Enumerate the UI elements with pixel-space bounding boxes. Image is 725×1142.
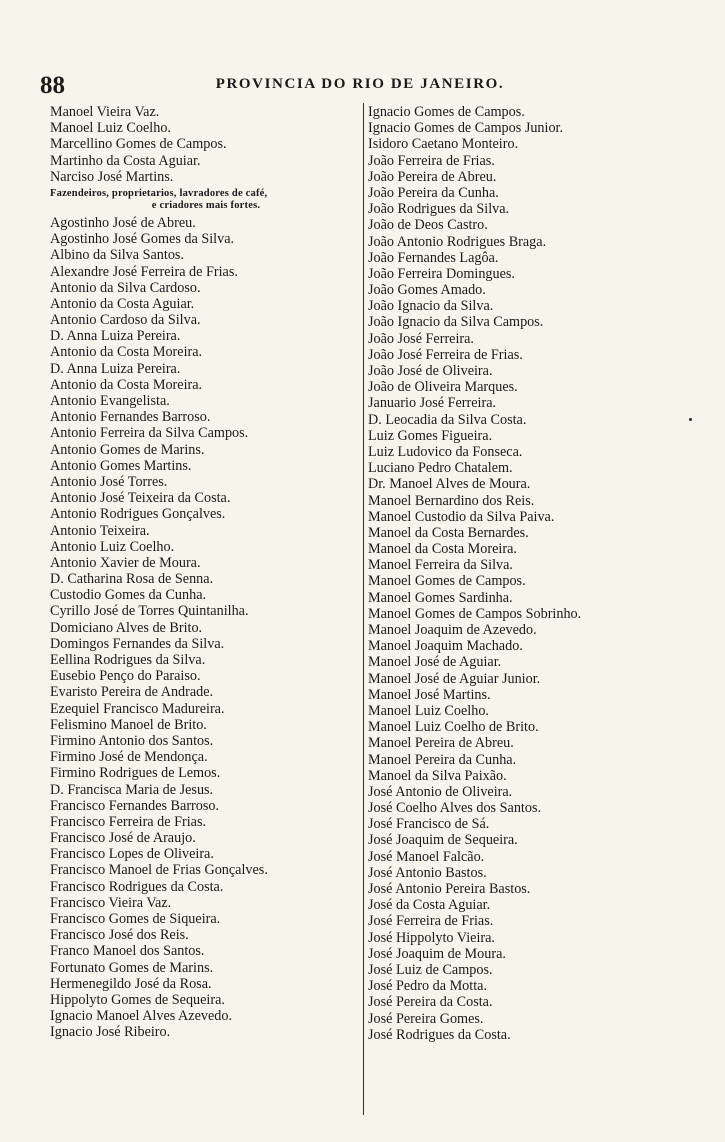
list-entry: José Antonio Bastos. — [368, 864, 487, 881]
list-entry: José Pereira Gomes. — [368, 1010, 484, 1027]
left-column — [50, 104, 362, 1041]
list-entry: Hermenegildo José da Rosa. — [50, 975, 212, 992]
list-entry: João Pereira da Cunha. — [368, 184, 499, 201]
list-entry: Domiciano Alves de Brito. — [50, 619, 203, 636]
list-entry: João Ferreira Domingues. — [368, 265, 515, 282]
list-entry: Manoel José Martins. — [368, 686, 491, 703]
running-title: PROVINCIA DO RIO DE JANEIRO. — [215, 76, 505, 92]
section-heading — [50, 185, 362, 215]
list-entry: Antonio Rodrigues Gonçalves. — [50, 506, 226, 523]
list-entry: Manoel Joaquim Machado. — [368, 638, 523, 655]
list-entry: Albino da Silva Santos. — [50, 247, 184, 264]
list-entry: Ignacio Manoel Alves Azevedo. — [50, 1008, 233, 1025]
list-entry: Manoel Gomes de Campos Sobrinho. — [368, 605, 582, 622]
list-entry: José Joaquim de Sequeira. — [368, 832, 518, 849]
list-entry: Luciano Pedro Chatalem. — [368, 460, 513, 477]
list-entry: Francisco José de Araujo. — [50, 830, 196, 847]
list-entry: Franco Manoel dos Santos. — [50, 943, 205, 960]
list-entry: José Pereira da Costa. — [368, 994, 493, 1011]
list-entry: José Antonio Pereira Bastos. — [368, 881, 531, 897]
list-entry: Francisco Vieira Vaz. — [50, 894, 172, 911]
list-entry: Firmino Rodrigues de Lemos. — [50, 765, 221, 782]
list-entry: Francisco Gomes de Siqueira. — [50, 911, 221, 927]
list-entry: Francisco Ferreira de Frias. — [50, 813, 207, 830]
list-entry: Evaristo Pereira de Andrade. — [50, 684, 214, 701]
list-entry: José Hippolyto Vieira. — [368, 929, 495, 946]
list-entry: Agostinho José Gomes da Silva. — [50, 231, 235, 248]
list-entry: Antonio Ferreira da Silva Campos. — [50, 425, 249, 442]
list-entry: Manoel Vieira Vaz. — [50, 104, 160, 120]
list-entry: Manoel Luiz Coelho de Brito. — [368, 719, 539, 736]
list-entry: Antonio da Costa Moreira. — [50, 376, 203, 393]
list-entry: Antonio da Costa Moreira. — [50, 344, 203, 361]
list-entry: Domingos Fernandes da Silva. — [50, 635, 225, 652]
list-entry: Luiz Gomes Figueira. — [368, 427, 493, 444]
list-entry: Antonio Gomes Martins. — [50, 457, 192, 474]
list-entry: Francisco Manoel de Frias Gonçalves. — [50, 862, 268, 879]
list-entry: Antonio Cardoso da Silva. — [50, 312, 201, 329]
list-entry: Manoel Gomes Sardinha. — [368, 589, 513, 606]
list-entry: Manoel Luiz Coelho. — [368, 702, 489, 719]
list-entry: Antonio Xavier de Moura. — [50, 554, 201, 571]
list-entry: João Ignacio da Silva Campos. — [368, 314, 544, 331]
left-entries-after — [50, 215, 362, 1041]
list-entry: Manoel Custodio da Silva Paiva. — [368, 508, 555, 525]
list-entry: Francisco Lopes de Oliveira. — [50, 846, 214, 863]
list-entry: Antonio Teixeira. — [50, 522, 150, 539]
list-entry: Cyrillo José de Torres Quintanilha. — [50, 603, 249, 620]
list-entry: Manoel Ferreira da Silva. — [368, 557, 513, 574]
list-entry: João Pereira de Abreu. — [368, 168, 497, 185]
list-entry: Eusebio Penço do Paraiso. — [50, 668, 201, 685]
list-entry: Antonio Fernandes Barroso. — [50, 409, 211, 426]
list-entry: João de Deos Castro. — [368, 217, 488, 234]
list-entry: João Antonio Rodrigues Braga. — [368, 233, 547, 250]
section-heading-line1: Fazendeiros, proprietarios, lavradores de café, — [50, 187, 268, 199]
list-entry: Ignacio José Ribeiro. — [50, 1024, 171, 1041]
list-entry: Francisco Fernandes Barroso. — [50, 797, 220, 814]
list-entry: Agostinho José de Abreu. — [50, 214, 196, 231]
list-entry: João José Ferreira. — [368, 330, 474, 347]
list-entry: D. Anna Luiza Pereira. — [50, 360, 181, 377]
list-entry: João Rodrigues da Silva. — [368, 201, 510, 218]
list-entry: Antonio José Torres. — [50, 473, 168, 490]
list-entry: João Ignacio da Silva. — [368, 298, 494, 315]
list-entry: José Francisco de Sá. — [368, 816, 490, 833]
page-number: 88 — [40, 72, 65, 99]
section-heading-line2: e criadores mais fortes. — [151, 199, 261, 211]
list-entry: Antonio Gomes de Marins. — [50, 441, 205, 458]
list-entry: João de Oliveira Marques. — [368, 379, 518, 396]
list-entry: José Rodrigues da Costa. — [368, 1026, 511, 1043]
list-entry: João José Ferreira de Frias. — [368, 346, 523, 363]
list-entry: Manoel da Silva Paixão. — [368, 767, 507, 784]
list-entry: Ezequiel Francisco Madureira. — [50, 700, 225, 717]
list-entry: Manoel Pereira da Cunha. — [368, 751, 517, 768]
list-entry: Eellina Rodrigues da Silva. — [50, 652, 206, 668]
list-entry: José Pedro da Motta. — [368, 978, 488, 995]
list-entry: Manoel Luiz Coelho. — [50, 120, 171, 137]
list-entry: José Manoel Falcão. — [368, 848, 485, 865]
list-entry: Antonio Luiz Coelho. — [50, 538, 175, 555]
list-entry: Isidoro Caetano Monteiro. — [368, 136, 519, 153]
list-entry: D. Catharina Rosa de Senna. — [50, 571, 214, 588]
list-entry: Manoel Pereira de Abreu. — [368, 735, 514, 752]
column-divider — [363, 103, 364, 1115]
list-entry: José Coelho Alves dos Santos. — [368, 800, 542, 817]
list-entry: Ignacio Gomes de Campos Junior. — [368, 120, 564, 137]
list-entry: José da Costa Aguiar. — [368, 897, 491, 914]
list-entry: D. Francisca Maria de Jesus. — [50, 781, 214, 798]
list-entry: Custodio Gomes da Cunha. — [50, 587, 207, 604]
list-entry: Manoel da Costa Moreira. — [368, 541, 517, 558]
list-entry: Luiz Ludovico da Fonseca. — [368, 443, 523, 460]
list-entry: José Joaquim de Moura. — [368, 945, 506, 962]
list-entry: Hippolyto Gomes de Sequeira. — [50, 991, 225, 1008]
ink-speck — [689, 418, 692, 421]
list-entry: Fortunato Gomes de Marins. — [50, 959, 214, 976]
list-entry: Manoel Gomes de Campos. — [368, 573, 526, 590]
list-entry: Marcellino Gomes de Campos. — [50, 136, 227, 153]
list-entry: Manoel Bernardino dos Reis. — [368, 492, 535, 509]
list-entry: Manoel José de Aguiar. — [368, 654, 502, 671]
list-entry: Ignacio Gomes de Campos. — [368, 104, 525, 120]
list-entry: Januario José Ferreira. — [368, 395, 497, 412]
list-entry: João José de Oliveira. — [368, 363, 493, 379]
list-entry: Felismino Manoel de Brito. — [50, 716, 207, 733]
list-entry: José Ferreira de Frias. — [368, 913, 494, 930]
list-entry: D. Anna Luiza Pereira. — [50, 328, 181, 345]
list-entry: Antonio José Teixeira da Costa. — [50, 490, 231, 507]
list-entry: D. Leocadia da Silva Costa. — [368, 411, 527, 428]
list-entry: Manoel José de Aguiar Junior. — [368, 670, 541, 687]
list-entry: Antonio Evangelista. — [50, 393, 170, 409]
list-entry: Firmino Antonio dos Santos. — [50, 732, 214, 749]
list-entry: Manoel da Costa Bernardes. — [368, 524, 529, 541]
right-column — [368, 104, 688, 1043]
list-entry: José Luiz de Campos. — [368, 961, 493, 978]
list-entry: Firmino José de Mendonça. — [50, 749, 208, 766]
list-entry: João Gomes Amado. — [368, 282, 486, 299]
list-entry: José Antonio de Oliveira. — [368, 783, 513, 800]
list-entry: Martinho da Costa Aguiar. — [50, 152, 201, 169]
list-entry: Dr. Manoel Alves de Moura. — [368, 476, 531, 493]
list-entry: João Ferreira de Frias. — [368, 152, 495, 169]
left-entries-before — [50, 104, 362, 185]
list-entry: João Fernandes Lagôa. — [368, 249, 499, 266]
list-entry: Narciso José Martins. — [50, 168, 174, 185]
list-entry: Antonio da Costa Aguiar. — [50, 295, 195, 312]
list-entry: Francisco Rodrigues da Costa. — [50, 878, 224, 895]
list-entry: Manoel Joaquim de Azevedo. — [368, 622, 537, 638]
list-entry: Alexandre José Ferreira de Frias. — [50, 263, 238, 280]
list-entry: Francisco José dos Reis. — [50, 927, 189, 944]
list-entry: Antonio da Silva Cardoso. — [50, 279, 201, 296]
